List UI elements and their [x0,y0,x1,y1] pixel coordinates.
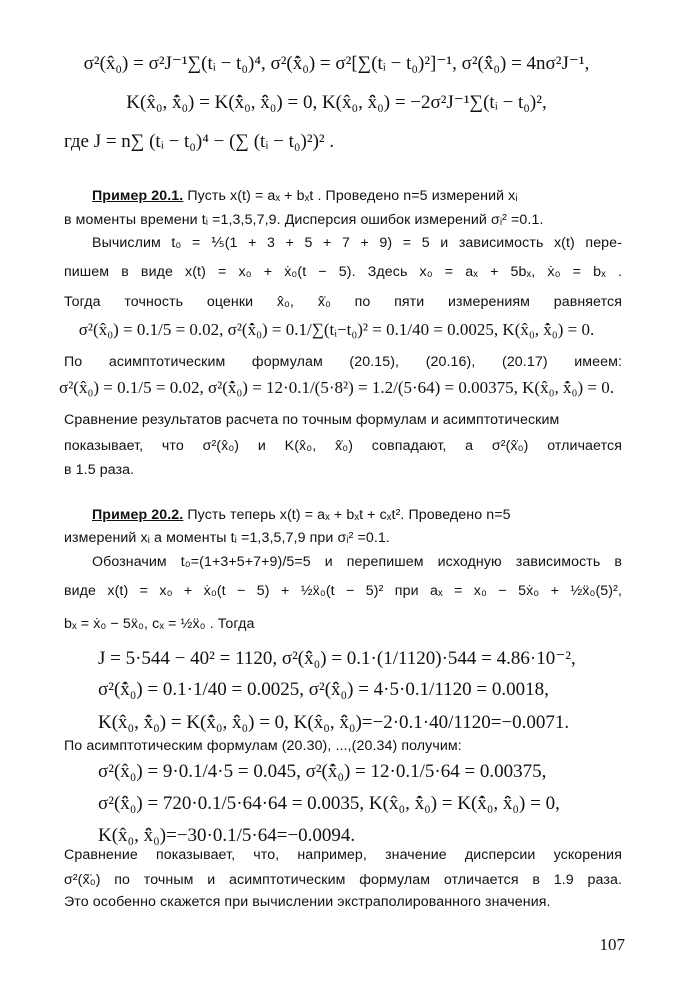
page-number: 107 [599,935,625,954]
example2-line-2: измерений xᵢ а моменты tᵢ =1,3,5,7,9 при σᵢ² =0.1. [64,530,390,546]
formula-top-2: K(x̂₀, x̂̇₀) = K(x̂̇₀, x̂̈₀) = 0, K(x̂₀, x̂̈₀) = −2σ²J⁻¹∑(tᵢ − t₀)², [126,92,547,113]
example1-line-4: пишем в виде x(t) = x₀ + ẋ₀(t − 5). Здесь x₀ = aₓ + 5bₓ, ẋ₀ = bₓ . [64,264,622,280]
example1-line-7: Сравнение результатов расчета по точным формулам и асимптотическим [64,412,560,428]
example2-formula-3: K(x̂₀, x̂̇₀) = K(x̂̇₀, x̂̈₀) = 0, K(x̂₀, x̂̈₀)=−2·0.1·40/1120=−0.0071. [98,712,570,733]
example2-line-4: виде x(t) = x₀ + ẋ₀(t − 5) + ½ẍ₀(t − 5)² при aₓ = x₀ − 5ẋ₀ + ½ẍ₀(5)², [64,583,622,599]
example1-label: Пример 20.1. [92,188,184,204]
example1-line-6: По асимптотическим формулам (20.15), (20.16), (20.17) имеем: [64,354,622,370]
example1-formula-1: σ²(x̂₀) = 0.1/5 = 0.02, σ²(x̂̇₀) = 0.1/∑(tᵢ−t₀)² = 0.1/40 = 0.0025, K(x̂₀, x̂̇₀) = 0. [78,320,595,339]
example2-line-6: По асимптотическим формулам (20.30), ...,(20.34) получим: [64,738,462,754]
example2-formula-5: σ²(x̂̈₀) = 720·0.1/5·64·64 = 0.0035, K(x̂₀, x̂̇₀) = K(x̂̇₀, x̂̈₀) = 0, [98,793,560,814]
example1-intro-text: Пусть x(t) = aₓ + bₓt . Проведено n=5 измерений xᵢ [183,188,518,204]
example1-line-8: показывает, что σ²(x̂₀) и K(x̂₀, x̂̇₀) совпадают, а σ²(x̂̇₀) отличается [64,438,622,454]
example2-formula-4: σ²(x̂₀) = 9·0.1/4·5 = 0.045, σ²(x̂̇₀) = 12·0.1/5·64 = 0.00375, [98,761,547,782]
formula-top-1: σ²(x̂₀) = σ²J⁻¹∑(tᵢ − t₀)⁴, σ²(x̂̇₀) = σ²[∑(tᵢ − t₀)²]⁻¹, σ²(x̂̈₀) = 4nσ²J⁻¹, [83,53,590,74]
example2-formula-2: σ²(x̂̇₀) = 0.1·1/40 = 0.0025, σ²(x̂̈₀) = 4·5·0.1/1120 = 0.0018, [98,679,549,700]
example2-formula-6: K(x̂₀, x̂̈₀)=−30·0.1/5·64=−0.0094. [98,825,356,846]
example2-line-3: Обозначим t₀=(1+3+5+7+9)/5=5 и перепишем исходную зависимость в [92,554,622,570]
conclusion-line-2: σ²(x̂̈₀) по точным и асимптотическим формулам отличается в 1.9 раза. [64,872,622,888]
example1-formula-2: σ²(x̂₀) = 0.1/5 = 0.02, σ²(x̂̇₀) = 12·0.1/(5·8²) = 1.2/(5·64) = 0.00375, K(x̂₀, x̂̇₀) = 0. [59,378,614,397]
example1-line-9: в 1.5 раза. [64,462,135,478]
example2-formula-1: J = 5·544 − 40² = 1120, σ²(x̂̈₀) = 0.1·(1/1120)·544 = 4.86·10⁻², [98,648,576,669]
example1-line-3: Вычислим t₀ = ⅕(1 + 3 + 5 + 7 + 9) = 5 и зависимость x(t) пере- [92,235,622,251]
conclusion-line-1: Сравнение показывает, что, например, значение дисперсии ускорения [64,847,622,863]
conclusion-line-3: Это особенно скажется при вычислении экстраполированного значения. [64,894,551,910]
example2-label: Пример 20.2. [92,507,184,523]
example2-intro-text: Пусть теперь x(t) = aₓ + bₓt + cₓt². Проведено n=5 [183,507,511,523]
formula-top-3: где J = n∑ (tᵢ − t₀)⁴ − (∑ (tᵢ − t₀)²)² . [64,131,335,152]
example2-line-5: bₓ = ẋ₀ − 5ẍ₀, cₓ = ½ẍ₀ . Тогда [64,616,255,632]
example2-line-1 [92,507,511,523]
example1-line-1 [92,188,518,204]
example1-line-5: Тогда точность оценки x̂₀, x̂̇₀ по пяти измерениям равняется [64,294,622,310]
example1-line-2: в моменты времени tᵢ =1,3,5,7,9. Дисперсия ошибок измерений σᵢ² =0.1. [64,212,544,228]
